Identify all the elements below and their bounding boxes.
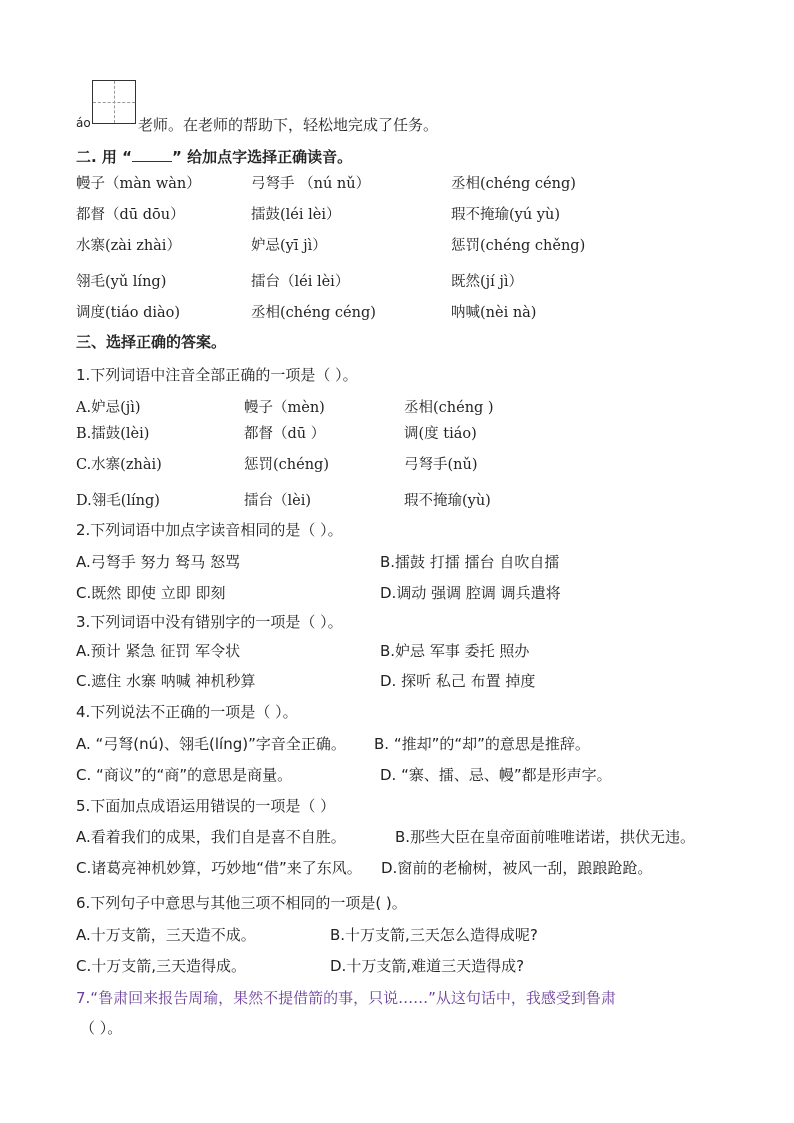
q1-option: 调(度 tiáo) [404,426,477,442]
s2-item: 都督（dū dōu） [76,207,185,223]
q3-option-c[interactable]: C.遮住 水寨 呐喊 神机秒算 [76,672,256,690]
q3-option-a[interactable]: A.预计 紧急 征罚 军令状 [76,642,241,660]
q7-answer-blank[interactable]: （ ）。 [80,1019,123,1037]
s2-item: 幔子（màn wàn） [76,176,201,192]
q7-stem: 7.“鲁肃回来报告周瑜，果然不提借箭的事，只说……”从这句话中，我感受到鲁肃 [76,989,616,1007]
q6-option-c[interactable]: C.十万支箭,三天造得成。 [76,957,247,975]
q2-option-d[interactable]: D.调动 强调 腔调 调兵遣将 [380,584,561,602]
section2-title: 二. 用 “ ” 给加点字选择正确读音。 [76,148,353,166]
q1-option[interactable]: D.翎毛(líng) [76,493,160,509]
q1-option[interactable]: A.妒忌(jì) [76,400,141,416]
q6-option-a[interactable]: A.十万支箭，三天造不成。 [76,926,256,944]
q1-option: 擂台（lèi) [244,493,312,509]
q1-option: 都督（dū ） [244,426,326,442]
q4-option-b[interactable]: B. “推却”的“却”的意思是推辞。 [374,735,590,753]
q1-option: 丞相(chéng ) [404,400,494,416]
s2-item: 丞相(chéng céng) [251,305,376,321]
top-line-text: 老师。在老师的帮助下，轻松地完成了任务。 [138,116,439,134]
q5-option-b[interactable]: B.那些大臣在皇帝面前唯唯诺诺，拱伏无违。 [395,828,696,846]
q4-option-a[interactable]: A. “弓弩(nú)、翎毛(líng)”字音全正确。 [76,735,346,753]
q2-option-c[interactable]: C.既然 即使 立即 即刻 [76,584,226,602]
q4-stem: 4.下列说法不正确的一项是（ ）。 [76,703,298,721]
q6-option-d[interactable]: D.十万支箭,难道三天造得成? [330,957,525,975]
answer-blank [132,147,172,162]
q5-stem: 5.下面加点成语运用错误的一项是（ ） [76,797,336,815]
s2-item: 擂台（léi lèi） [251,274,350,290]
s2-item: 呐喊(nèi nà) [451,305,537,321]
q1-option: 幔子（mèn) [244,400,325,416]
q6-stem: 6.下列句子中意思与其他三项不相同的一项是( )。 [76,894,407,912]
q5-option-d[interactable]: D.窗前的老榆树，被风一刮，踉踉跄跄。 [381,859,653,877]
q1-stem: 1.下列词语中注音全部正确的一项是（ ）。 [76,366,358,384]
section3-title: 三、选择正确的答案。 [76,333,227,351]
s2-item: 调度(tiáo diào) [76,305,181,321]
q5-option-c[interactable]: C.诸葛亮神机妙算，巧妙地“借”来了东风。 [76,859,362,877]
pinyin-prefix: áo [76,116,91,130]
q1-option[interactable]: C.水寨(zhài) [76,457,162,473]
q1-option: 惩罚(chéng) [244,457,329,473]
q3-option-b[interactable]: B.妒忌 军事 委托 照办 [380,642,530,660]
q5-option-a[interactable]: A.看着我们的成果，我们自是喜不自胜。 [76,828,346,846]
s2-item: 水寨(zài zhài） [76,238,181,254]
q3-stem: 3.下列词语中没有错别字的一项是（ ）。 [76,613,343,631]
q2-option-b[interactable]: B.擂鼓 打擂 擂台 自吹自擂 [380,553,560,571]
s2-item: 丞相(chéng céng) [451,176,576,192]
s2-item: 擂鼓(léi lèi） [251,207,341,223]
s2-item: 既然(jí jì） [451,274,524,290]
s2-item: 瑕不掩瑜(yú yù) [451,207,560,223]
s2-item: 翎毛(yǔ líng) [76,274,167,290]
q1-option[interactable]: B.擂鼓(lèi) [76,426,150,442]
q2-option-a[interactable]: A.弓弩手 努力 驽马 怒骂 [76,553,241,571]
s2-item: 惩罚(chéng chěng) [451,238,586,254]
s2-item: 妒忌(yī jì） [251,238,327,254]
q1-option: 瑕不掩瑜(yù) [404,493,491,509]
s2-item: 弓弩手 （nú nǔ） [251,176,371,192]
tianzige-box[interactable] [92,80,136,124]
q4-option-d[interactable]: D. “寨、擂、忌、幔”都是形声字。 [380,766,612,784]
q1-option: 弓弩手(nǔ) [404,457,478,473]
q2-stem: 2.下列词语中加点字读音相同的是（ ）。 [76,521,343,539]
q3-option-d[interactable]: D. 探听 私己 布置 掉度 [380,672,536,690]
q4-option-c[interactable]: C. “商议”的“商”的意思是商量。 [76,766,293,784]
q6-option-b[interactable]: B.十万支箭,三天怎么造得成呢? [330,926,538,944]
